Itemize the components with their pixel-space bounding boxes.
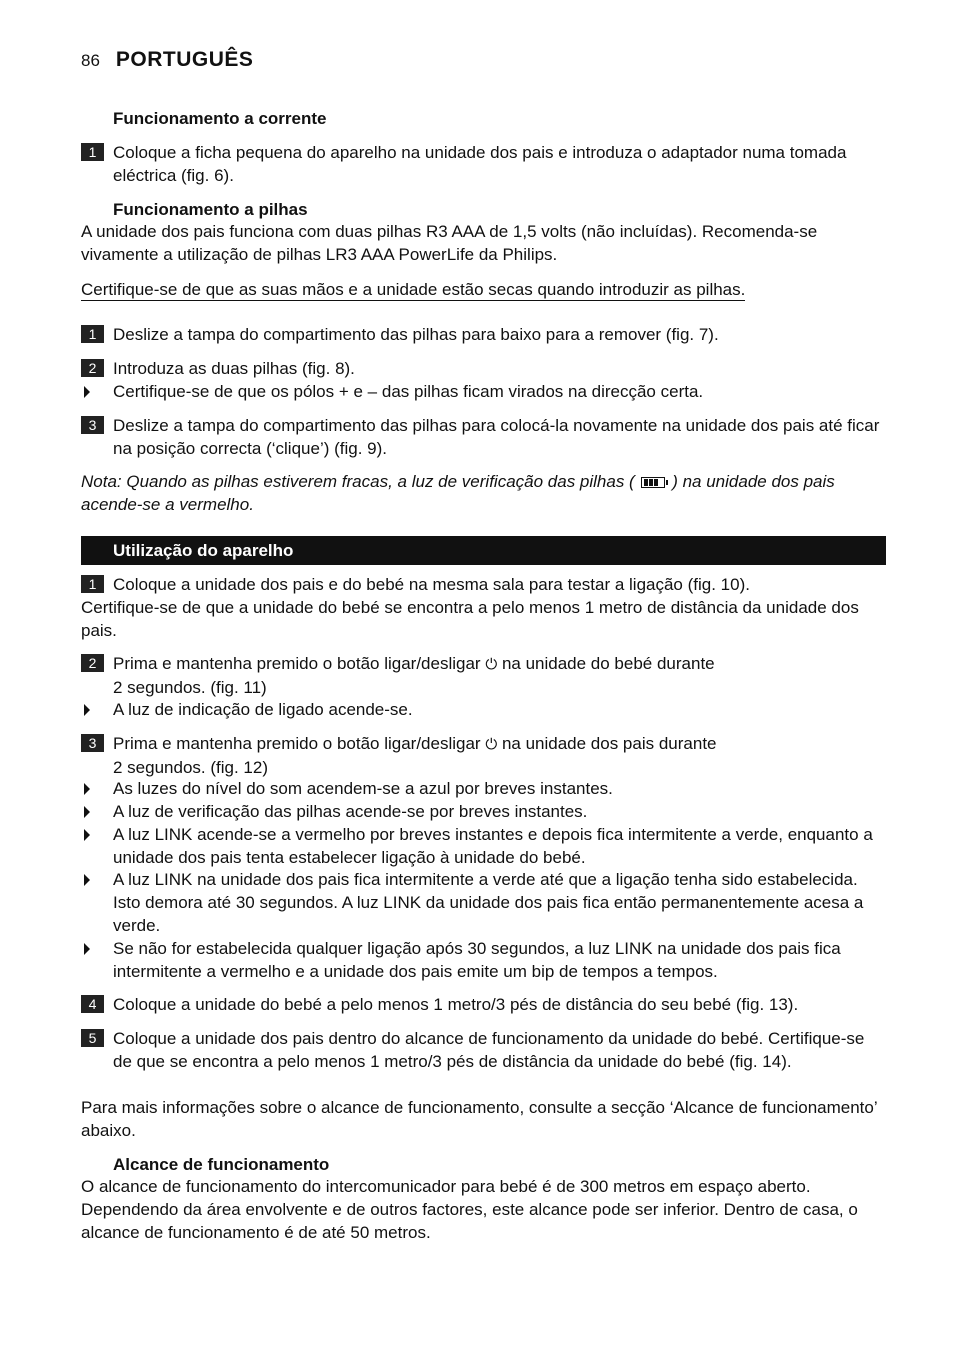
battery-intro: A unidade dos pais funciona com duas pilhas R3 AAA de 1,5 volts (não incluídas). Recomenda-se vivamente a utilização de pilhas LR3 AAA PowerLife da Philips.: [81, 222, 818, 264]
step-text: Coloque a unidade do bebé a pelo menos 1 metro/3 pés de distância do seu bebé (fig. 13).: [113, 995, 799, 1014]
step-number: 2: [81, 654, 104, 672]
step-number: 1: [81, 575, 104, 593]
step-number: 5: [81, 1029, 104, 1047]
battery-note: [81, 470, 886, 516]
step-number: 3: [81, 416, 104, 434]
bullet-text: Certifique-se de que os pólos + e – das pilhas ficam virados na direcção certa.: [113, 382, 704, 401]
use-step-5: [81, 1027, 886, 1073]
use-step-3-bullet-4: [81, 868, 886, 937]
step-text: Deslize a tampa do compartimento das pilhas para baixo para a remover (fig. 7).: [113, 325, 719, 344]
step-text: Coloque a unidade dos pais e do bebé na mesma sala para testar a ligação (fig. 10).: [113, 575, 750, 594]
use-step-3-bullet-3: [81, 823, 886, 869]
triangle-bullet-icon: [81, 868, 113, 937]
step-text: Coloque a unidade dos pais dentro do alcance de funcionamento da unidade do bebé. Certifique-se de que se encontra a pelo menos 1 metro/3 pés de distância da unidade do bebé (fig. 14).: [113, 1029, 865, 1071]
bullet-text: A luz de indicação de ligado acende-se.: [113, 700, 413, 719]
step-text: Deslize a tampa do compartimento das pilhas para colocá-la novamente na unidade dos pais até ficar na posição correcta (‘clique’) (fig. 9).: [113, 416, 880, 458]
use-step-3: [81, 732, 886, 779]
note-text-end: ) na unidade dos pais acende-se a vermelho.: [81, 472, 835, 514]
power-icon: ⏻: [485, 736, 498, 753]
battery-step-3: [81, 414, 886, 460]
use-step-4: [81, 993, 886, 1016]
triangle-bullet-icon: [81, 937, 113, 983]
power-icon: ⏻: [485, 656, 498, 673]
note-text-start: Nota: Quando as pilhas estiverem fracas, a luz de verificação das pilhas (: [81, 472, 635, 491]
bullet-text: A luz LINK acende-se a vermelho por breves instantes e depois fica intermitente a verde, enquanto a unidade dos pais tenta estabelecer ligação à unidade do bebé.: [113, 825, 873, 867]
language-heading: PORTUGUÊS: [115, 48, 254, 71]
section-title: Utilização do aparelho: [113, 540, 294, 560]
heading-mains-operation: Funcionamento a corrente: [113, 109, 327, 128]
step-text: Coloque a ficha pequena do aparelho na unidade dos pais e introduza o adaptador numa tomada eléctrica (fig. 6).: [113, 143, 847, 185]
use-step-1-text: Certifique-se de que a unidade do bebé se encontra a pelo menos 1 metro de distância da unidade dos pais.: [81, 598, 859, 640]
step-number: 1: [81, 143, 104, 161]
page-header: [81, 48, 253, 72]
step-text-part: 2 segundos. (fig. 11): [113, 678, 267, 697]
step-text-part: na unidade do bebé durante: [501, 654, 715, 673]
step-text: Introduza as duas pilhas (fig. 8).: [113, 359, 355, 378]
use-step-3-bullet-2: [81, 800, 886, 823]
use-step-3-bullet-5: [81, 937, 886, 983]
use-step-5-text: Para mais informações sobre o alcance de funcionamento, consulte a secção ‘Alcance de funcionamento’ abaixo.: [81, 1098, 877, 1140]
mains-step-1: [81, 141, 886, 187]
use-step-1: [81, 573, 886, 596]
page-number: 86: [81, 51, 100, 70]
use-step-3-bullet-1: [81, 777, 886, 800]
step-text-part: na unidade dos pais durante: [501, 734, 717, 753]
step-text: [113, 652, 886, 699]
triangle-bullet-icon: [81, 698, 113, 721]
step-number: 2: [81, 359, 104, 377]
step-text-part: 2 segundos. (fig. 12): [113, 758, 268, 777]
operating-range-text: O alcance de funcionamento do intercomunicador para bebé é de 300 metros em espaço aberto. Dependendo da área envolvente e de outros factores, este alcance pode ser inferior. Dentro de casa, o alcance de funcionamento é de até 50 metros.: [81, 1177, 858, 1242]
triangle-bullet-icon: [81, 777, 113, 800]
section-bar-using-appliance: [81, 536, 886, 565]
triangle-bullet-icon: [81, 800, 113, 823]
warning-text: Certifique-se de que as suas mãos e a unidade estão secas quando introduzir as pilhas.: [81, 280, 746, 299]
heading-operating-range: Alcance de funcionamento: [113, 1155, 330, 1174]
bullet-text: As luzes do nível do som acendem-se a azul por breves instantes.: [113, 779, 613, 798]
triangle-bullet-icon: [81, 823, 113, 869]
step-text: [113, 732, 886, 779]
battery-warning: [81, 278, 886, 301]
step-number: 4: [81, 995, 104, 1013]
step-text-part: Prima e mantenha premido o botão ligar/desligar: [113, 734, 481, 753]
battery-step-2-bullet: [81, 380, 886, 403]
use-step-2-bullet: [81, 698, 886, 721]
step-number: 1: [81, 325, 104, 343]
step-number: 3: [81, 734, 104, 752]
bullet-text: Se não for estabelecida qualquer ligação após 30 segundos, a luz LINK na unidade dos pais fica intermitente a vermelho e a unidade dos pais emite um bip de tempos a tempos.: [113, 939, 841, 981]
battery-step-2: [81, 357, 886, 380]
bullet-text: A luz de verificação das pilhas acende-se por breves instantes.: [113, 802, 588, 821]
use-step-2: [81, 652, 886, 699]
heading-battery-operation: Funcionamento a pilhas: [113, 200, 308, 219]
triangle-bullet-icon: [81, 380, 113, 403]
battery-icon: [641, 477, 665, 488]
battery-step-1: [81, 323, 886, 346]
bullet-text: A luz LINK na unidade dos pais fica intermitente a verde até que a ligação tenha sido estabelecida. Isto demora até 30 segundos. A luz LINK da unidade dos pais fica então permanentemente acesa a verde.: [113, 870, 864, 935]
step-text-part: Prima e mantenha premido o botão ligar/desligar: [113, 654, 481, 673]
